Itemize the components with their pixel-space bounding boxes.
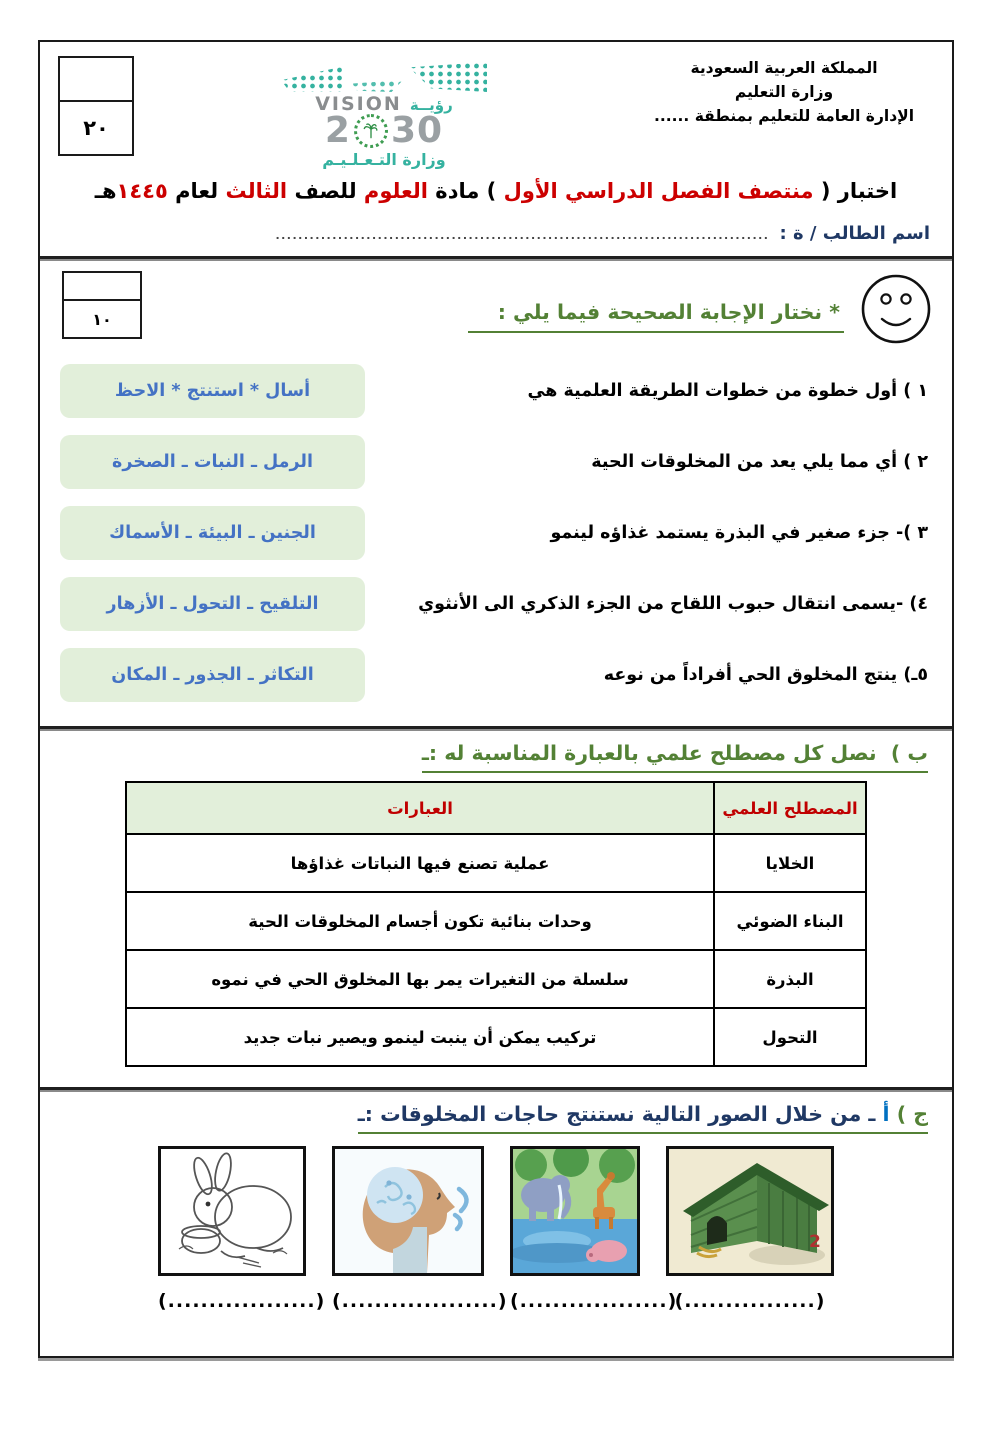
column-header-term: المصطلح العلمي <box>714 782 866 834</box>
title-part: للصف <box>287 179 364 203</box>
logo-vision-word: VISION <box>315 93 402 115</box>
question-5-options[interactable]: التكاثر ـ الجذور ـ المكان <box>60 648 365 702</box>
rabbit-eating-image <box>158 1146 306 1276</box>
logo-ministry-caption: وزارة التـعـلـيـم <box>322 150 446 169</box>
doghouse-number: 2 <box>809 1232 821 1252</box>
title-part: لعام <box>167 179 226 203</box>
column-header-phrases: العبارات <box>126 782 714 834</box>
section-a-score-box[interactable] <box>62 271 142 339</box>
question-5-text: ٥ـ) ينتج المخلوق الحي أفراداً من نوعه <box>603 665 928 685</box>
title-year: ١٤٤٥ <box>116 179 168 203</box>
question-row-2 <box>60 435 928 489</box>
ministry-line-1: المملكة العربية السعودية <box>690 59 878 77</box>
logo-dots-middle <box>351 80 403 92</box>
dog-house-icon <box>669 1149 831 1273</box>
logo-roya-word: رؤيــة <box>409 96 453 114</box>
needs-images-row <box>58 1146 934 1276</box>
section-divider <box>40 1087 952 1092</box>
logo-year-left: 2 <box>324 110 351 151</box>
section-b-label: ب ) <box>890 741 928 765</box>
term-cell-3[interactable]: البذرة <box>714 950 866 1008</box>
matching-table-header-row <box>126 782 866 834</box>
phrase-cell-1[interactable]: عملية تصنع فيها النباتات غذاؤها <box>126 834 714 892</box>
section-a-score-value: ١٠ <box>92 309 112 329</box>
score-box-total-value: ٢٠ <box>83 116 109 140</box>
exam-sheet <box>38 40 954 1358</box>
section-b-heading: نصل كل مصطلح علمي بالعبارة المناسبة له :ـ <box>421 741 877 765</box>
logo-dots-pattern <box>281 58 487 92</box>
score-box-empty-cell[interactable] <box>60 58 132 102</box>
table-row <box>126 892 866 950</box>
person-breathing-icon <box>335 1149 481 1273</box>
ministry-text-block <box>634 56 934 128</box>
student-name-input-line[interactable]: ....................................................................................... <box>275 229 770 242</box>
term-cell-2[interactable]: البناء الضوئي <box>714 892 866 950</box>
question-1-options[interactable]: أسال * استنتج * الاحظ <box>60 364 365 418</box>
answer-blank-3[interactable]: (..................) <box>510 1290 678 1312</box>
phrase-cell-2[interactable]: وحدات بنائية تكون أجسام المخلوقات الحية <box>126 892 714 950</box>
question-2-text: ٢ ) أي مما يلي يعد من المخلوقات الحية <box>591 452 928 472</box>
logo-year-2030 <box>324 110 444 151</box>
section-divider <box>40 726 952 731</box>
section-c-sublabel: أ <box>875 1102 890 1126</box>
title-part: ) مادة <box>428 179 504 203</box>
page-header <box>58 56 934 169</box>
section-c-label: ج ) <box>889 1102 928 1126</box>
animals-drinking-image <box>510 1146 640 1276</box>
section-a-score-empty-cell[interactable] <box>64 273 140 301</box>
saudi-emblem-icon <box>354 114 388 148</box>
question-3-options[interactable]: الجنين ـ البيئة ـ الأسماك <box>60 506 365 560</box>
table-row <box>126 834 866 892</box>
title-term-name: منتصف الفصل الدراسي الأول <box>503 179 814 203</box>
table-row <box>126 1008 866 1066</box>
phrase-cell-3[interactable]: سلسلة من التغيرات يمر بها المخلوق الحي في نموه <box>126 950 714 1008</box>
question-3-text: ٣ )- جزء صغير في البذرة يستمد غذاؤه لينمو <box>550 523 928 543</box>
rabbit-eating-icon <box>161 1149 303 1273</box>
section-divider <box>40 256 952 261</box>
phrase-cell-4[interactable]: تركيب يمكن أن ينبت لينمو ويصير نبات جديد <box>126 1008 714 1066</box>
total-score-box[interactable] <box>58 56 134 156</box>
title-part: هـ <box>94 179 117 203</box>
question-2-options[interactable]: الرمل ـ النبات ـ الصخرة <box>60 435 365 489</box>
ministry-line-3: الإدارة العامة للتعليم بمنطقة ...... <box>653 107 915 126</box>
title-grade: الثالث <box>225 179 288 203</box>
palm-icon <box>361 121 381 141</box>
smiley-face-icon <box>858 271 934 347</box>
answer-blanks-row <box>58 1290 934 1312</box>
person-breathing-image <box>332 1146 484 1276</box>
question-4-text: ٤) -يسمى انتقال حبوب اللقاح من الجزء الذكري الى الأنثوي <box>418 594 928 614</box>
animals-drinking-icon <box>513 1149 637 1273</box>
section-c-heading: ـ من خلال الصور التالية نستنتج حاجات المخلوقات :ـ <box>357 1102 876 1126</box>
logo-dots-right <box>409 62 487 92</box>
question-1-text: ١ ) أول خطوة من خطوات الطريقة العلمية هي <box>527 381 928 401</box>
question-row-1 <box>60 364 928 418</box>
term-cell-1[interactable]: الخلايا <box>714 834 866 892</box>
section-b-heading-row <box>64 741 928 765</box>
logo-year-right: 30 <box>390 110 444 151</box>
title-part: اختبار ( <box>813 179 898 203</box>
student-name-label: اسم الطالب / ة : <box>779 223 930 244</box>
student-name-row <box>62 223 930 244</box>
exam-title <box>58 179 934 203</box>
vision-2030-logo <box>259 56 509 169</box>
section-a-heading: * نختار الإجابة الصحيحة فيما يلي : <box>468 286 844 333</box>
answer-blank-4[interactable]: (................) <box>674 1290 826 1312</box>
term-cell-4[interactable]: التحول <box>714 1008 866 1066</box>
section-c-heading-row <box>64 1102 928 1126</box>
table-row <box>126 950 866 1008</box>
matching-table <box>125 781 867 1067</box>
dog-house-image <box>666 1146 834 1276</box>
logo-dots-left <box>281 66 345 92</box>
question-4-options[interactable]: التلقيح ـ التحول ـ الأزهار <box>60 577 365 631</box>
title-subject: العلوم <box>363 179 428 203</box>
question-row-3 <box>60 506 928 560</box>
question-row-5 <box>60 648 928 702</box>
question-row-4 <box>60 577 928 631</box>
answer-blank-2[interactable]: (...................) <box>332 1290 508 1312</box>
ministry-line-2: وزارة التعليم <box>734 83 834 102</box>
answer-blank-1[interactable]: (..................) <box>158 1290 326 1312</box>
